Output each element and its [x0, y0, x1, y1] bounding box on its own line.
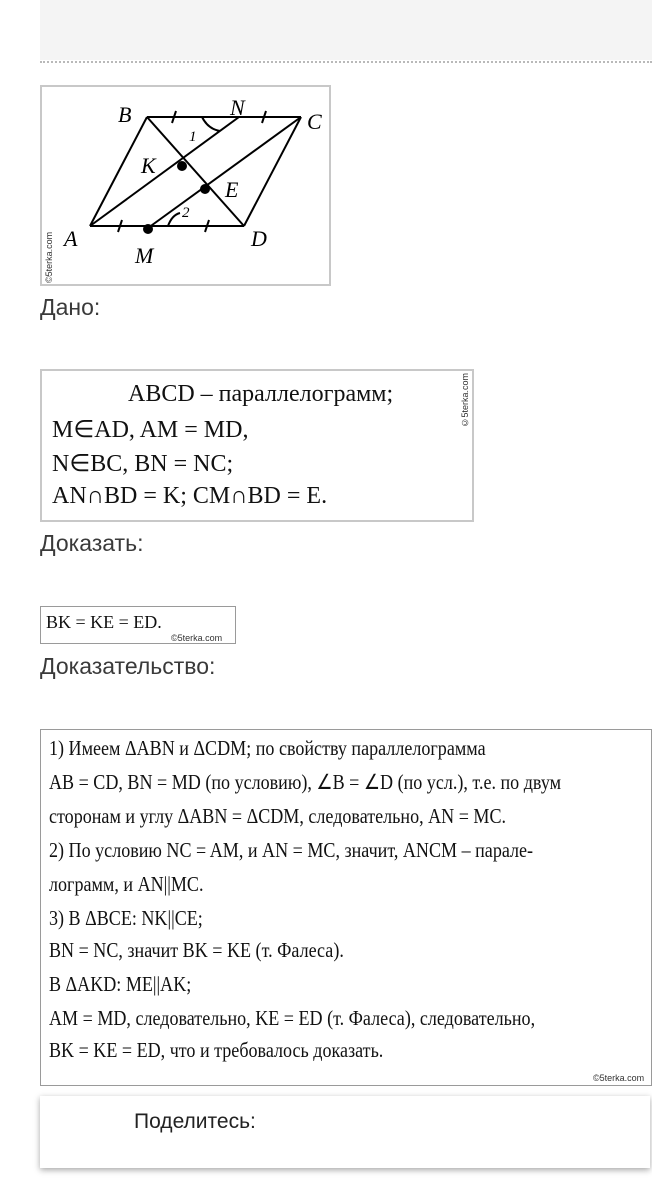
proof-heading: Доказательство:: [40, 653, 216, 679]
point-m-dot: [143, 224, 153, 234]
label-k: K: [141, 153, 156, 178]
segment-mc: [148, 117, 301, 228]
given-line: AN∩BD = K; CM∩BD = E.: [52, 483, 328, 509]
figure-watermark: ©5terka.com: [44, 231, 54, 283]
given-heading: Дано:: [40, 294, 101, 320]
label-d: D: [251, 226, 267, 251]
proof-line: В ΔAKD: ME||AK;: [49, 972, 192, 996]
proof-line: 1) Имеем ΔABN и ΔCDM; по свойству параллелограмма: [49, 736, 486, 760]
given-watermark: ©5terka.com: [460, 373, 470, 428]
proof-line: BN = NC, значит BK = KE (т. Фалеса).: [49, 938, 344, 962]
share-panel: [40, 1096, 650, 1168]
prove-image: [40, 606, 236, 644]
given-line: ABCD – параллелограмм;: [128, 381, 394, 407]
side-ab: [90, 117, 147, 226]
proof-line: сторонам и углу ΔABN = ΔCDM, следовательно, AN = MC.: [49, 804, 507, 828]
figure-image: [40, 85, 331, 286]
proof-line: лограмм, и AN||MC.: [49, 872, 204, 896]
proof-line: BK = KE = ED, что и требовалось доказать.: [49, 1038, 384, 1062]
angle-label-2: 2: [182, 205, 190, 221]
prove-heading: Доказать:: [40, 530, 144, 556]
proof-image: [40, 729, 652, 1086]
prove-watermark: ©5terka.com: [171, 633, 223, 643]
dotted-separator: [40, 61, 652, 63]
proof-watermark: ©5terka.com: [593, 1073, 645, 1083]
proof-line: 3) В ΔBCE: NK||CE;: [49, 906, 203, 930]
label-a: A: [64, 226, 78, 251]
label-b: B: [118, 102, 132, 127]
prove-statement: BK = KE = ED.: [46, 612, 162, 632]
proof-line: AM = MD, следовательно, KE = ED (т. Фалеса), следовательно,: [49, 1006, 536, 1030]
label-n: N: [230, 95, 245, 120]
given-line: N∈BC, BN = NC;: [52, 451, 234, 477]
side-cd: [244, 117, 301, 226]
parallelogram-diagram: [42, 87, 329, 284]
segment-an: [90, 117, 239, 226]
label-c: C: [307, 109, 322, 134]
given-line: M∈AD, AM = MD,: [52, 417, 249, 443]
proof-line: 2) По условию NC = AM, и AN = MC, значит, ANCM – парале-: [49, 838, 534, 862]
angle-label-1: 1: [189, 129, 197, 145]
label-e: E: [225, 177, 239, 202]
share-label: Поделитесь:: [134, 1110, 256, 1133]
label-m: M: [135, 243, 154, 268]
point-e-dot: [200, 184, 210, 194]
given-image: [40, 369, 474, 522]
proof-line: AB = CD, BN = MD (по условию), ∠B = ∠D (по усл.), т.е. по двум: [49, 770, 562, 794]
point-k-dot: [177, 161, 187, 171]
top-bar: [40, 0, 652, 60]
